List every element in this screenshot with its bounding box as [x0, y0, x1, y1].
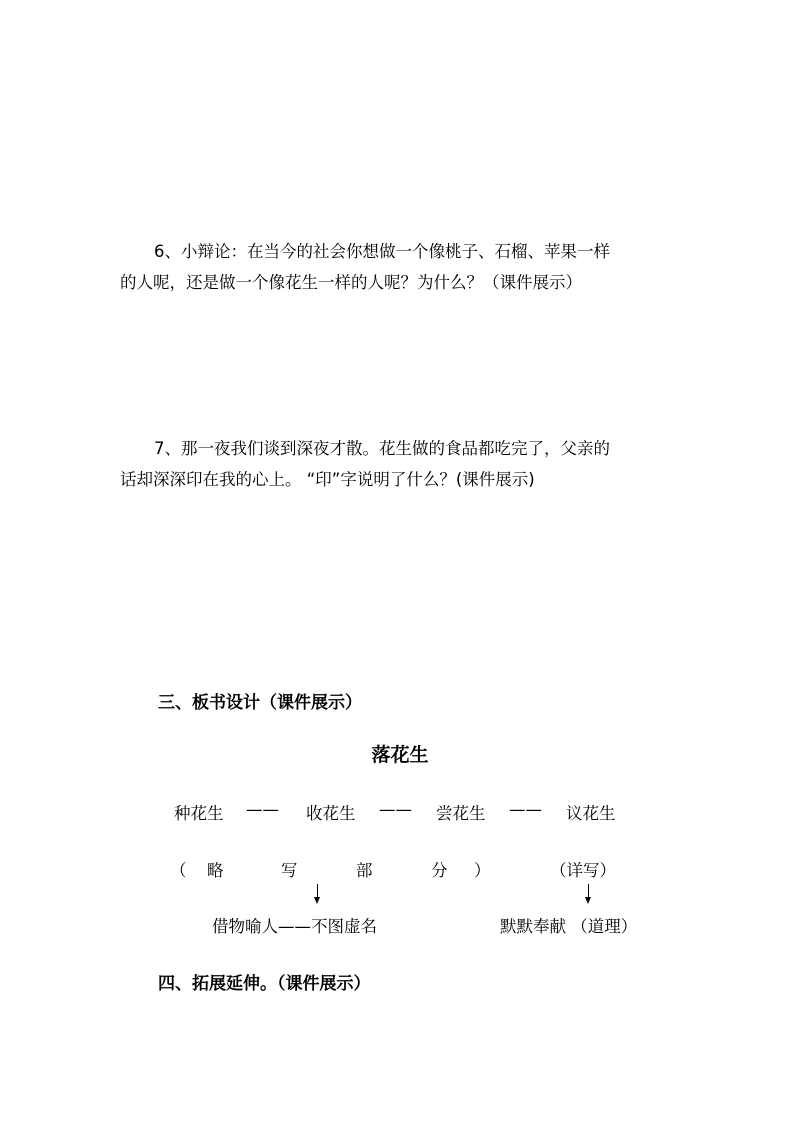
board-dash-2: ——: [379, 800, 412, 819]
right-result: 默默奉献 （道理）: [500, 917, 638, 936]
right-bracket: ）: [474, 861, 491, 880]
board-dash-3: ——: [509, 800, 542, 819]
section-3-heading: 三、板书设计（课件展示）: [158, 693, 362, 713]
brief-char-3: 部: [356, 861, 373, 880]
detail-label: （详写）: [550, 861, 616, 880]
board-dash-1: ——: [246, 800, 279, 819]
board-step-harvest: 收花生: [306, 804, 356, 823]
question-6-line-1: 6、小辩论：在当今的社会你想做一个像桃子、石榴、苹果一样: [154, 242, 610, 261]
brief-char-4: 分: [431, 861, 448, 880]
section-4-heading: 四、拓展延伸。（课件展示）: [158, 974, 371, 994]
question-6: [120, 236, 680, 298]
question-7-line-1: 7、那一夜我们谈到深夜才散。花生做的食品都吃完了，父亲的: [154, 439, 610, 458]
question-7: [120, 433, 680, 495]
question-6-line-2: 的人呢，还是做一个像花生一样的人呢？为什么？（课件展示）: [120, 273, 582, 292]
left-bracket: （: [170, 861, 187, 880]
brief-char-2: 写: [281, 861, 298, 880]
left-result: 借物喻人——不图虚名: [212, 917, 377, 936]
board-step-taste: 尝花生: [436, 804, 486, 823]
question-7-line-2: 话却深深印在我的心上。 “印”字说明了什么？(课件展示): [120, 470, 535, 489]
board-title: 落花生: [371, 744, 429, 766]
brief-char-1: 略: [207, 861, 224, 880]
board-step-discuss: 议花生: [566, 804, 616, 823]
board-step-plant: 种花生: [174, 804, 224, 823]
